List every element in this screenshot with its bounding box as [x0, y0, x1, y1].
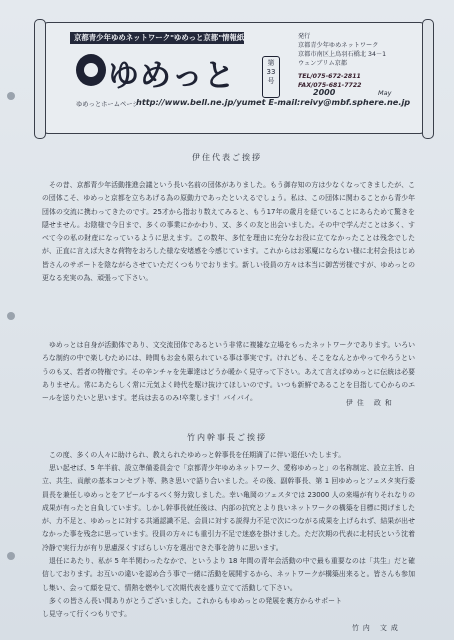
- homepage-url: http://www.bell.ne.jp/yumet E-mail:reivy@mbf.sphere.ne.jp: [136, 97, 411, 107]
- publisher-info: [298, 32, 386, 90]
- issue-year: 2000: [313, 88, 336, 97]
- publisher-address: 京都市南区上鳥羽石橋北 34－1: [298, 51, 387, 58]
- section1-paragraph: その昔、京都青少年活動推進会議という長い名前の団体がありました。もう御存知の方は少なくなってきましたが、この団体こそ、ゆめっと京都を立ちあげる為の原動力であったといえるでしょう。私は、この団体に関わることから青少年団体の交流に携わってきたのです。25才から指おり数えてみると、もう17年の歳月を経ていることにあらためて驚きを隠せません。お陰様で今日まで、多くの事業にかかわり、又、多くの友と出会いました。その中で学んだことは多く、すべて今の私の財産になっているように思えます。この数年、多忙を理由に充分なお役に立てなかったことは残念でしたが、正直に言えば大きな荷物をおろした様な安堵感を今感じています。これからはお邪魔にならない様に北村会長はじめ皆さんのサポートを陰ながらさせていただくつもりでおります。新しい役員の方々は本当に御苦労様ですが、ゆめっとの更なる充実の為、頑張って下さい。: [42, 181, 415, 283]
- section2-paragraph: 退任にあたり、私が 5 年半関わったなかで、というより 18 年間の青年会活動の中で最も重要なのは「共生」だと確信しております。お互いの違いを認め合う事で一緒に活動を展開するから、ネットワークが構築出来ると。皆さんも参加し集い、会って顔を見て、情熱を燃やして次期代表を盛り立てて活動して下さい。: [42, 557, 415, 592]
- publisher-label: 発行: [298, 33, 311, 40]
- binding-hole: [7, 552, 15, 560]
- section2-title: 竹内幹事長ご挨拶: [187, 433, 267, 442]
- section1-signature: 伊住 政和: [346, 399, 396, 407]
- homepage-label: ゆめっとホームページ: [76, 101, 139, 108]
- masthead-title: ゆめっと: [108, 58, 236, 94]
- section2-paragraph: 思い起せば、5 年半前、設立準備委員会で「京都青少年ゆめネットワーク、愛称ゆめっと」の名称制定、設立主旨、自立、共生、貢献の基本コンセプト等、熱き思いで語り合いました。その後、副幹事長、第 1 回ゆめっとフェスタ実行委員長を兼任しゆめっとをアピールするべく努力致しました。幸い亀岡のフェスタでは 23000 人の来場が有りそれなりの成果が有ったと自負しています。しかし幹事長就任後は、内部の抗究とより良いネットワークの構築を目標に掲げましたが、力不足と、ゆめっとに対する共通認識不足、会員に対する説得力不足で次につながる成果を上げられず、結果が出せなかった事を残念に思っています。役員の方々にも重引力不足で迷惑を掛けました。ただ次期の代表に北村氏という沈着冷静で実行力が有り思慮深くすばらしい方を選出できた事を誇りに思います。: [42, 464, 415, 552]
- section2-paragraph: 多くの皆さん長い間ありがとうございました。これからもゆめっとの発展を裏方からサポートし見守って行くつもりです。: [42, 597, 342, 619]
- masthead-tagline: 京都青少年ゆめネットワーク"ゆめっと京都"情報紙: [70, 32, 244, 44]
- binding-hole: [7, 92, 15, 100]
- issue-month: May: [378, 89, 392, 97]
- binding-hole: [7, 312, 15, 320]
- publisher-name: 京都青少年ゆめネットワーク: [298, 42, 379, 49]
- publisher-address-building: ウェンブリム京都: [298, 60, 348, 67]
- issue-number: 第 33 号: [262, 56, 280, 98]
- publisher-fax: FAX/075-681-7722: [298, 82, 362, 89]
- section1-title: 伊住代表ご挨拶: [192, 153, 262, 162]
- section2-paragraph: この度、多くの人々に助けられ、教えられたゆめっと幹事長を任期満了に伴い退任いたします。: [49, 451, 346, 459]
- publisher-tel: TEL/075-672-2811: [298, 73, 361, 80]
- section1-paragraph: ゆめっとは自身が活動体であり、文交流団体であるという非常に複雑な立場をもったネットワークであります。いろいろな制約の中で楽しむためには、時間もお金も限られている事は事実です。けれども、そこをなんとかやってやろうというのも又、若者の特権です。その辛ンチャを先輩達はどうか暖かく見守って下さい。あえて言えばゆめっとに伝統は必要ありません。常にあたらしく常に元気よく時代を駆け抜けてほしいのです。いつも新鮮であることを目指して心からのエールを送りたいと思います。老兵は去るのみ!卒業します！バイバイ。: [42, 341, 415, 403]
- yumetto-logo-icon: [76, 54, 106, 86]
- section2-signature: 竹内 文成: [352, 624, 402, 632]
